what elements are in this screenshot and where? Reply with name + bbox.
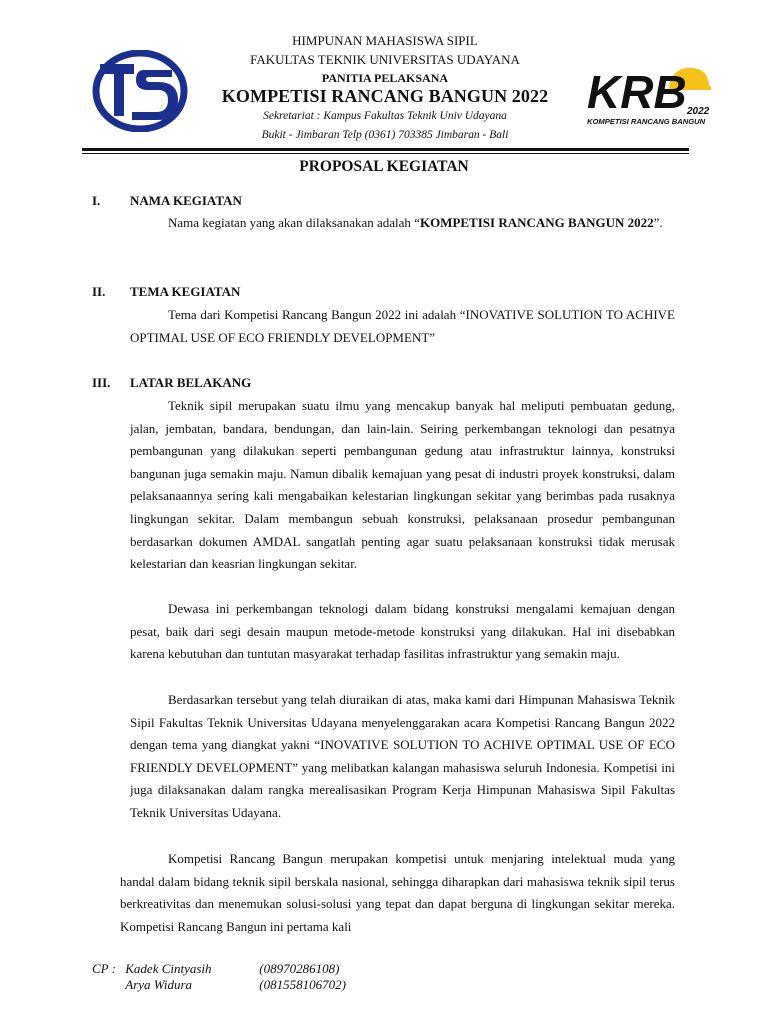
committee-name: PANITIA PELAKSANA <box>321 71 449 85</box>
tema-kegiatan-text: Tema dari Kompetisi Rancang Bangun 2022 ini adalah “INOVATIVE SOLUTION TO ACHIVE OPTIMAL USE OF ECO FRIENDLY DEVELOPMENT” <box>130 307 675 345</box>
latar-belakang-text: Kompetisi Rancang Bangun merupakan kompetisi untuk menjaring intelektual muda yang handal dalam bidang teknik sipil berskala nasional, sehingga diharapkan dari mahasiswa teknik sipil terus berkreativitas dan menemukan solusi-solusi yang tepat dan dapat berguna di lingkungan sekitar mereka. Kompetisi Rancang Bangun ini pertama kali <box>120 851 675 934</box>
org-name: HIMPUNAN MAHASISWA SIPIL <box>292 33 478 48</box>
contact-phone: (08970286108) <box>259 961 340 976</box>
secretariat-phone: Bukit - Jimbaran Telp (0361) 703385 Jimbaran - Bali <box>261 129 509 141</box>
tema-kegiatan-paragraph <box>130 304 675 349</box>
header-rule-thin <box>82 153 689 154</box>
section-number: II. <box>92 284 106 299</box>
nama-kegiatan-pre: Nama kegiatan yang akan dilaksanakan adalah “ <box>168 215 420 230</box>
latar-belakang-text: Dewasa ini perkembangan teknologi dalam bidang konstruksi mengalami kemajuan dengan pesat, baik dari segi desain maupun metode-metode konstruksi yang dilakukan. Hal ini disebabkan karena kebutuhan dan tuntutan masyarakat terhadap fasilitas infrastruktur yang semakin maju. <box>130 601 675 662</box>
faculty-name: FAKULTAS TEKNIK UNIVERSITAS UDAYANA <box>250 52 520 67</box>
latar-belakang-text: Berdasarkan tersebut yang telah diuraikan di atas, maka kami dari Himpunan Mahasiswa Teknik Sipil Fakultas Teknik Universitas Udayana menyelenggarakan acara Kompetisi Rancang Bangun 2022 dengan tema yang diangkat yakni “INOVATIVE SOLUTION TO ACHIVE OPTIMAL USE OF ECO FRIENDLY DEVELOPMENT” yang melibatkan kalangan mahasiswa seluruh Indonesia. Kompetisi ini juga dilaksanakan dalam rangka merealisasikan Program Kerja Himpunan Mahasiswa Sipil Fakultas Teknik Universitas Udayana. <box>130 692 675 820</box>
nama-kegiatan-paragraph <box>130 212 675 235</box>
krb-logo-subtitle: KOMPETISI RANCANG BANGUN <box>587 117 706 126</box>
nama-kegiatan-event: KOMPETISI RANCANG BANGUN 2022 <box>419 215 654 230</box>
section-title: LATAR BELAKANG <box>130 375 252 390</box>
nama-kegiatan-post: ”. <box>653 215 663 230</box>
latar-belakang-text: Teknik sipil merupakan suatu ilmu yang mencakup banyak hal meliputi pembuatan gedung, jalan, jembatan, bandara, bendungan, dan lain-lain. Seiring perkembangan teknologi dan pesatnya pembangunan yang dilakukan seperti pembangunan gedung atau infrastruktur lainnya, konstruksi bangunan juga semakin maju. Namun dibalik kemajuan yang pesat di industri proyek konstruksi, dalam pelaksanaannya sering kali mengabaikan kelestarian lingkungan sekitar yang berimbas pada rusaknya lingkungan sekitar. Dalam membangun sebuah konstruksi, pelaksanaan prosedur pembangunan berdasarkan dokumen AMDAL sangatlah penting agar suatu pelaksanaan konstruksi tidak merusak kelestarian dan keasrian lingkungan sekitar. <box>130 398 675 572</box>
latar-belakang-paragraph-4 <box>120 848 675 938</box>
himasipil-logo-icon <box>92 50 188 132</box>
krb-logo-year: 2022 <box>687 106 710 117</box>
krb-logo-icon <box>585 62 713 128</box>
contact-phone: (081558106702) <box>259 977 346 992</box>
section-number: III. <box>92 375 111 390</box>
contact-row <box>92 961 346 977</box>
section-number: I. <box>92 193 101 208</box>
document-title: PROPOSAL KEGIATAN <box>299 158 469 175</box>
contact-name: Kadek Cintyasih <box>125 961 212 976</box>
contact-row <box>92 977 346 993</box>
contact-label: CP : <box>92 961 116 976</box>
secretariat-address: Sekretariat : Kampus Fakultas Teknik Univ Udayana <box>263 110 507 122</box>
latar-belakang-paragraph-1 <box>130 395 675 576</box>
event-name: KOMPETISI RANCANG BANGUN 2022 <box>221 86 549 106</box>
latar-belakang-paragraph-2 <box>130 598 675 666</box>
contact-footer <box>92 961 346 993</box>
krb-logo-letters: KRB <box>587 66 687 118</box>
section-title: TEMA KEGIATAN <box>130 284 241 299</box>
latar-belakang-paragraph-3 <box>130 689 675 825</box>
contact-name: Arya Widura <box>125 977 193 992</box>
header-rule-thick <box>82 148 689 151</box>
section-title: NAMA KEGIATAN <box>130 193 242 208</box>
